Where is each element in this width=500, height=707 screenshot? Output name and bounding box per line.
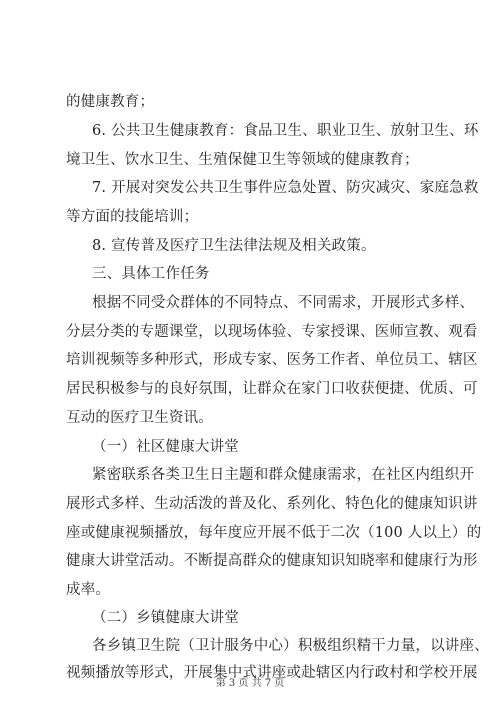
text-line: 紧密联系各类卫生日主题和群众健康需求，在社区内组织开 (92, 467, 475, 483)
text-line: 7. 开展对突发公共卫生事件应急处置、防灾减灾、家庭急救 (92, 180, 479, 196)
text-line: 互动的医疗卫生资讯。 (66, 410, 213, 426)
text-line: 等方面的技能培训； (66, 209, 199, 225)
subsection-heading: （二）乡镇健康大讲堂 (92, 610, 239, 626)
text-line: 座或健康视频播放，每年度应开展不低于二次（100 人以上）的 (66, 525, 482, 541)
subsection-heading: （一）社区健康大讲堂 (92, 439, 239, 455)
text-line: 8. 宣传普及医疗卫生法律法规及相关政策。 (92, 238, 376, 254)
text-line: 6. 公共卫生健康教育：食品卫生、职业卫生、放射卫生、环 (92, 123, 479, 139)
text-line: 根据不同受众群体的不同特点、不同需求，开展形式多样、 (92, 295, 475, 311)
text-line: 居民积极参与的良好氛围，让群众在家门口收获便捷、优质、可 (66, 381, 478, 397)
text-line: 成率。 (66, 582, 111, 598)
text-line: 展形式多样、生动活泼的普及化、系列化、特色化的健康知识讲 (66, 496, 478, 512)
text-line: 的健康教育； (66, 94, 155, 110)
text-line: 视频播放等形式，开展集中式讲座或赴辖区内行政村和学校开展 (66, 665, 478, 681)
section-heading: 三、具体工作任务 (92, 266, 210, 282)
text-line: 境卫生、饮水卫生、生殖保健卫生等领域的健康教育； (66, 152, 419, 168)
text-line: 分层分类的专题课堂，以现场体验、专家授课、医师宣教、观看 (66, 324, 478, 340)
page-footer: 第 3 页 共 7 页 (215, 678, 285, 689)
text-line: 健康大讲堂活动。不断提高群众的健康知识知晓率和健康行为形 (66, 553, 478, 569)
text-line: 培训视频等多种形式，形成专家、医务工作者、单位员工、辖区 (66, 352, 478, 368)
text-line: 各乡镇卫生院（卫计服务中心）积极组织精干力量，以讲座、 (92, 638, 489, 654)
